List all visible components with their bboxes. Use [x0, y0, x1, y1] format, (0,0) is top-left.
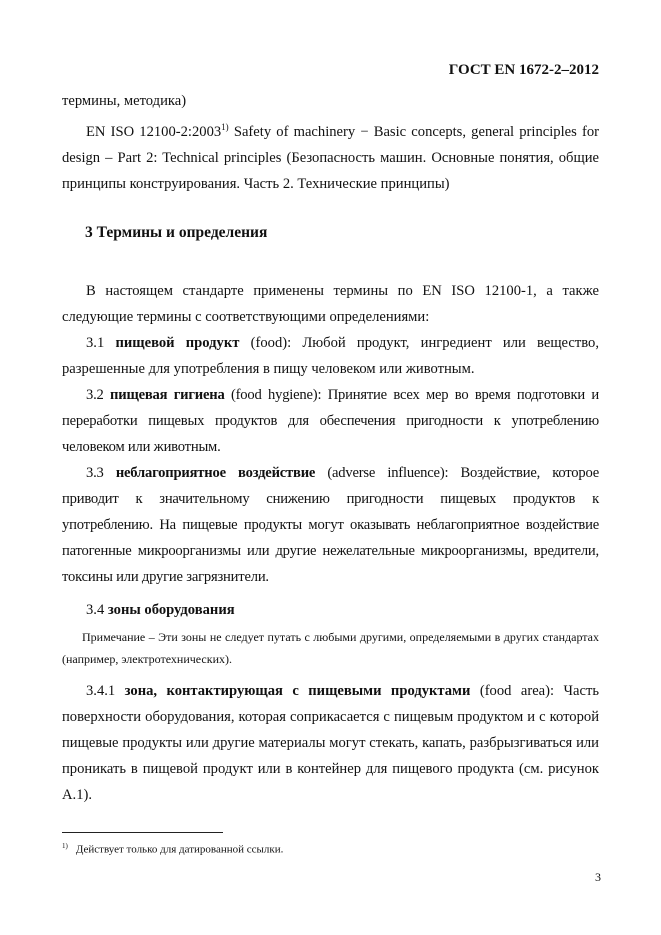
term-name: зоны оборудования	[107, 602, 235, 618]
term-number: 3.1	[86, 335, 116, 351]
term-name: пищевая гигиена	[110, 387, 225, 403]
term-name: пищевой продукт	[115, 335, 240, 351]
term-definition: (food area): Часть поверхности оборудования, которая соприкасается с пищевым продуктом и с которой пищевые продукты или другие материалы могут стекать, капать, разбрызгиваться или проникать в пищевой продукт или в контейнер для пищевого продукта (см. рисунок А.1).	[62, 683, 599, 803]
term-name: неблагоприятное воздействие	[115, 465, 316, 481]
footnote-divider	[62, 832, 223, 833]
term-3-4	[62, 597, 599, 623]
term-definition: (food hygiene): Принятие всех мер во время подготовки и переработки пищевых продуктов для обеспечения пригодности к употреблению человеком или животным.	[62, 387, 599, 455]
term-number: 3.4.1	[86, 683, 125, 699]
term-3-3	[62, 460, 599, 590]
term-definition: (adverse influence): Воздействие, которое приводит к значительному снижению пригодности пищевых продуктов к употреблению. На пищевые продукты могут оказывать неблагоприятное воздействие патогенные микроорганизмы или другие нежелательные микроорганизмы, вредители, токсины или другие загрязнители.	[62, 465, 599, 585]
term-definition: (food): Любой продукт, ингредиент или вещество, разрешенные для употребления в пищу человеком или животным.	[62, 335, 599, 377]
footnote-text: Действует только для датированной ссылки.	[75, 843, 284, 856]
footnote-mark: 1)	[62, 842, 68, 850]
paragraph-continuation: термины, методика)	[62, 93, 187, 109]
term-3-2	[62, 382, 599, 460]
term-number: 3.4	[86, 602, 108, 618]
term-number: 3.2	[86, 387, 111, 403]
page-number: 3	[595, 870, 601, 884]
reference-code: EN ISO 12100-2:2003	[86, 123, 222, 140]
reference-paragraph	[62, 114, 599, 197]
intro-paragraph: В настоящем стандарте применены термины по EN ISO 12100-1, а также следующие термины с соответствующими определениями:	[62, 283, 599, 325]
footnote-ref: 1)	[221, 122, 229, 132]
term-3-1	[62, 330, 599, 382]
reference-text: Safety of machinery − Basic concepts, general principles for design – Part 2: Technical principles (Безопасность машин. Основные понятия, общие принципы конструирования. Часть 2. Технические принципы)	[62, 123, 599, 192]
term-name: зона, контактирующая с пищевыми продуктами	[124, 683, 471, 699]
footnote	[62, 842, 283, 856]
term-3-4-1	[62, 678, 599, 808]
note-paragraph: Примечание – Эти зоны не следует путать с любыми другими, определяемыми в других стандартах (например, электротехнических).	[62, 630, 599, 666]
standard-header: ГОСТ EN 1672-2–2012	[448, 62, 599, 78]
term-number: 3.3	[86, 465, 116, 481]
section-title: 3 Термины и определения	[85, 224, 268, 241]
